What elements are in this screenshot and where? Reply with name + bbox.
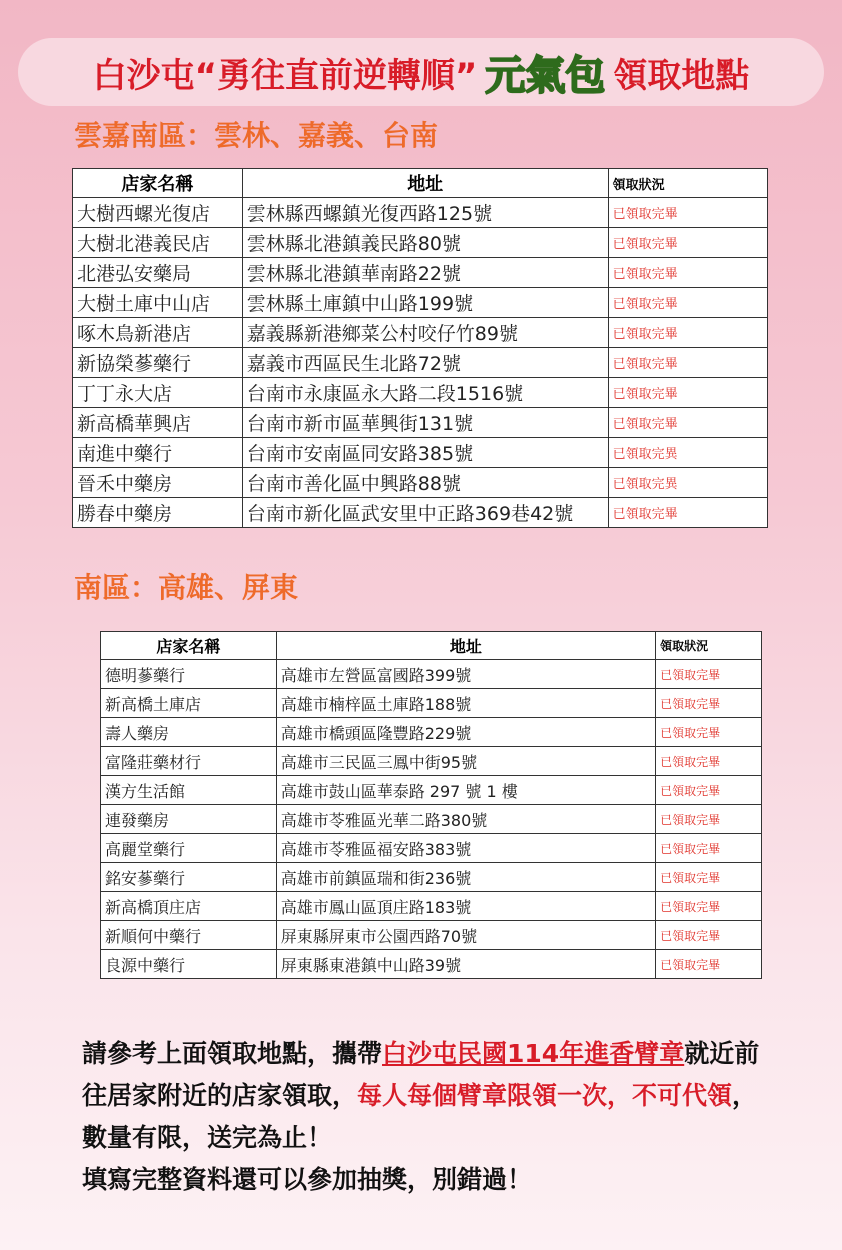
table-row — [101, 805, 762, 834]
region-2-table — [100, 631, 762, 979]
store-name-cell: 新協榮蔘藥行 — [73, 348, 243, 378]
note-text-1: 請參考上面領取地點，攜帶 — [82, 1039, 383, 1068]
region-1-title: 雲嘉南區：雲林、嘉義、台南 — [74, 119, 439, 152]
status-cell: 已領取完畢 — [656, 805, 762, 834]
address-cell: 雲林縣北港鎮華南路22號 — [242, 258, 608, 288]
page-title — [18, 38, 824, 106]
store-name-cell: 大樹土庫中山店 — [73, 288, 243, 318]
table-row — [101, 660, 762, 689]
header-store-name: 店家名稱 — [101, 632, 277, 660]
address-cell: 雲林縣西螺鎮光復西路125號 — [242, 198, 608, 228]
table-header-row — [73, 169, 768, 198]
address-cell: 高雄市苓雅區光華二路380號 — [276, 805, 655, 834]
store-name-cell: 晉禾中藥房 — [73, 468, 243, 498]
status-cell: 已領取完畢 — [656, 776, 762, 805]
header-address: 地址 — [276, 632, 655, 660]
status-cell: 已領取完畢 — [656, 921, 762, 950]
store-name-cell: 新高橋頂庄店 — [101, 892, 277, 921]
status-cell: 已領取完畢 — [656, 834, 762, 863]
table-row — [73, 318, 768, 348]
title-part-2: “勇往直前逆轉順” — [194, 55, 478, 96]
store-name-cell: 銘安蔘藥行 — [101, 863, 277, 892]
address-cell: 台南市新市區華興街131號 — [242, 408, 608, 438]
table-row — [73, 198, 768, 228]
address-cell: 嘉義縣新港鄉菜公村咬仔竹89號 — [242, 318, 608, 348]
instruction-note — [82, 1033, 772, 1201]
store-name-cell: 德明蔘藥行 — [101, 660, 277, 689]
address-cell: 高雄市楠梓區土庫路188號 — [276, 689, 655, 718]
table-row — [101, 834, 762, 863]
address-cell: 屏東縣東港鎮中山路39號 — [276, 950, 655, 979]
store-name-cell: 新順何中藥行 — [101, 921, 277, 950]
address-cell: 雲林縣北港鎮義民路80號 — [242, 228, 608, 258]
store-name-cell: 啄木鳥新港店 — [73, 318, 243, 348]
table-row — [73, 258, 768, 288]
address-cell: 台南市安南區同安路385號 — [242, 438, 608, 468]
address-cell: 高雄市三民區三鳳中街95號 — [276, 747, 655, 776]
table-row — [101, 718, 762, 747]
address-cell: 台南市善化區中興路88號 — [242, 468, 608, 498]
store-name-cell: 新高橋土庫店 — [101, 689, 277, 718]
address-cell: 雲林縣土庫鎮中山路199號 — [242, 288, 608, 318]
address-cell: 高雄市鼓山區華泰路 297 號 1 樓 — [276, 776, 655, 805]
table-row — [101, 921, 762, 950]
address-cell: 高雄市鳳山區頂庄路183號 — [276, 892, 655, 921]
status-cell: 已領取完畢 — [656, 892, 762, 921]
table-row — [101, 689, 762, 718]
header-status: 領取狀況 — [608, 169, 767, 198]
store-name-cell: 勝春中藥房 — [73, 498, 243, 528]
table-row — [73, 228, 768, 258]
address-cell: 高雄市左營區富國路399號 — [276, 660, 655, 689]
status-cell: 已領取完畢 — [608, 318, 767, 348]
address-cell: 屏東縣屏東市公園西路70號 — [276, 921, 655, 950]
store-name-cell: 丁丁永大店 — [73, 378, 243, 408]
status-cell: 已領取完異 — [608, 468, 767, 498]
status-cell: 已領取完畢 — [608, 258, 767, 288]
status-cell: 已領取完畢 — [608, 228, 767, 258]
table-row — [73, 498, 768, 528]
address-cell: 高雄市苓雅區福安路383號 — [276, 834, 655, 863]
table-row — [101, 747, 762, 776]
table-row — [73, 348, 768, 378]
store-name-cell: 連發藥房 — [101, 805, 277, 834]
status-cell: 已領取完畢 — [656, 747, 762, 776]
status-cell: 已領取完畢 — [608, 348, 767, 378]
address-cell: 高雄市橋頭區隆豐路229號 — [276, 718, 655, 747]
region-1-table — [72, 168, 768, 528]
store-name-cell: 南進中藥行 — [73, 438, 243, 468]
note-text-3: ，數量有限，送完為止！ — [82, 1081, 758, 1152]
status-cell: 已領取完畢 — [608, 198, 767, 228]
title-badge-text: 元氣包 — [485, 52, 606, 99]
status-cell: 已領取完畢 — [656, 950, 762, 979]
status-cell: 已領取完異 — [608, 438, 767, 468]
store-name-cell: 富隆莊藥材行 — [101, 747, 277, 776]
note-limit-text: 每人每個臂章限領一次，不可代領 — [357, 1081, 733, 1110]
status-cell: 已領取完畢 — [608, 408, 767, 438]
table-row — [73, 468, 768, 498]
table-row — [101, 892, 762, 921]
note-lottery-text: 填寫完整資料還可以參加抽獎，別錯過！ — [82, 1165, 533, 1194]
status-cell: 已領取完畢 — [608, 498, 767, 528]
table-row — [73, 378, 768, 408]
store-name-cell: 漢方生活館 — [101, 776, 277, 805]
store-name-cell: 高麗堂藥行 — [101, 834, 277, 863]
title-part-4: 領取地點 — [613, 55, 750, 96]
address-cell: 台南市新化區武安里中正路369巷42號 — [242, 498, 608, 528]
store-name-cell: 壽人藥房 — [101, 718, 277, 747]
status-cell: 已領取完畢 — [656, 660, 762, 689]
status-cell: 已領取完畢 — [608, 288, 767, 318]
table-row — [101, 776, 762, 805]
table-row — [73, 288, 768, 318]
header-address: 地址 — [242, 169, 608, 198]
store-name-cell: 新高橋華興店 — [73, 408, 243, 438]
table-row — [101, 950, 762, 979]
store-name-cell: 大樹西螺光復店 — [73, 198, 243, 228]
status-cell: 已領取完畢 — [656, 863, 762, 892]
note-armband-text: 白沙屯民國114年進香臂章 — [382, 1039, 685, 1068]
address-cell: 台南市永康區永大路二段1516號 — [242, 378, 608, 408]
header-store-name: 店家名稱 — [73, 169, 243, 198]
title-part-1: 白沙屯 — [92, 55, 195, 96]
table-row — [101, 863, 762, 892]
note-text-2: 就近前往居家附近的店家領取， — [82, 1039, 760, 1110]
table-row — [73, 408, 768, 438]
store-name-cell: 大樹北港義民店 — [73, 228, 243, 258]
address-cell: 嘉義市西區民生北路72號 — [242, 348, 608, 378]
status-cell: 已領取完畢 — [608, 378, 767, 408]
store-name-cell: 北港弘安藥局 — [73, 258, 243, 288]
store-name-cell: 良源中藥行 — [101, 950, 277, 979]
region-2-title: 南區：高雄、屏東 — [74, 571, 299, 604]
header-status: 領取狀況 — [656, 632, 762, 660]
status-cell: 已領取完畢 — [656, 689, 762, 718]
table-header-row — [101, 632, 762, 660]
table-row — [73, 438, 768, 468]
address-cell: 高雄市前鎮區瑞和街236號 — [276, 863, 655, 892]
status-cell: 已領取完畢 — [656, 718, 762, 747]
